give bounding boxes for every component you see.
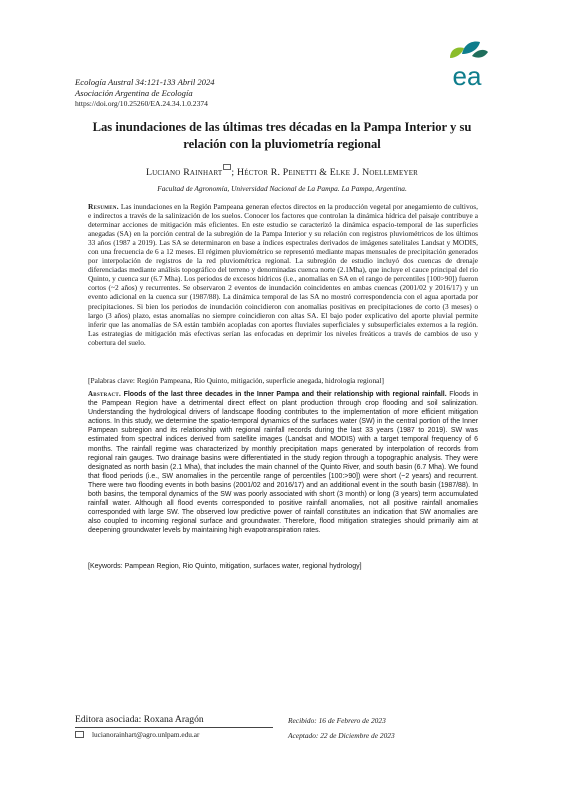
abstract-en-label: Abstract. [88, 390, 122, 398]
keywords-english: [Keywords: Pampean Region, Rio Quinto, mitigation, surfaces water, regional hydrology] [88, 563, 362, 570]
doi-link[interactable]: https://doi.org/10.25260/EA.24.34.1.0.2374 [75, 99, 208, 108]
article-footer [75, 714, 489, 754]
author-rainhart: Luciano Rainhart [145, 167, 223, 178]
envelope-icon [223, 164, 231, 170]
corresponding-email[interactable] [75, 730, 199, 739]
author-list [75, 164, 489, 178]
affiliation: Facultad de Agronomía, Universidad Nacional de La Pampa. La Pampa, Argentina. [157, 184, 407, 193]
journal-header [75, 77, 375, 109]
email-address[interactable]: lucianorainhart@agro.unlpam.edu.ar [92, 730, 200, 739]
abstract-spanish [88, 202, 478, 347]
logo-leaf-left [450, 47, 464, 58]
author-peinetti: Héctor R. Peinetti [236, 167, 317, 178]
abstract-en-title: Floods of the last three decades in the Inner Pampa and their relationship with regional rainfall. [123, 391, 447, 398]
abstract-english [88, 390, 478, 536]
footer-divider [75, 727, 273, 728]
accepted-date: Aceptado: 22 de Diciembre de 2023 [288, 731, 395, 740]
author-ampersand: & [316, 167, 330, 178]
abstract-en-text: Floods in the Pampean Region have a detrimental direct effect on plant production through crop flooding and soil salinization. Understanding the hydrological drivers of landscape flooding contributes to the implementation of more efficient mitigation actions. In this study, we determine the spatio-temporal dynamics of the surfaces water (SW) in the central portion of the Inner Pampean subregion and its relationship with regional rainfall records during the last 33 years (1987 to 2019). SW was estimated from spectral indices derived from satellite images (Landsat and MODIS) with a target temporal frequency of 6 months. The rainfall regime was characterized by monthly precipitation maps generated by interpolation of records from regional rain gauges. Two drainage basins were differentiated in the study region through a topographic analysis. They were designated as north basin (2.1 Mha), that includes the main channel of the Quinto River, and south basin (6.7 Mha). We found that flood periods (i.e., SW anomalies in the percentile range of percentiles [100:>90]) were short (~2 years) and recurrent. There were two flooding events in both basins (2001/02 and 2016/17) and an additional event in the south basin (1987/88). In both basins, the temporal dynamics of the SW was poorly associated with short (3 month) or long (3 years) term accumulated rainfall water. Although all flood events corresponded to positive rainfall anomalies, not all positive rainfall anomalies corresponded with large SW. The observed low predictive power of rainfall constitutes an indication that SW anomalies are also coupled to incoming regional surface and groundwater. Therefore, flood mitigation strategies should primarily aim at deepening groundwater levels by maintaining high evapotranspiration rates. [88, 391, 478, 535]
journal-association: Asociación Argentina de Ecología [75, 88, 193, 98]
envelope-icon [75, 731, 84, 738]
abstract-es-text: Las inundaciones en la Región Pampeana generan efectos directos en la producción vegetal por anegamiento de cultivos, e indirectos a través de la salinización de los suelos. Conocer los factores que controlan la dinámica hídrica del paisaje contribuye a determinar acciones de mitigación más eficientes. En este estudio se caracterizó la dinámica espacio-temporal de las superficies anegadas (SA) en la porción central de la subregión de la Pampa Interior y su relación con registros pluviométricos de los últimos 33 años (1987 a 2019). Las SA se determinaron en base a índices espectrales derivados de imágenes satelitales Landsat y MODIS, con una frecuencia de 6 a 12 meses. El régimen pluviométrico se representó mediante mapas mensuales de precipitación generados por interpolación de registros de la red pluviométrica regional. La subregión de estudio incluyó dos cuencas de drenaje diferenciadas mediante análisis topográfico del terreno y denominadas cuenca norte (2.1Mha), que incluye el cauce principal del río Quinto, y cuenca sur (6.7 Mha). Los periodos de excesos hídricos (i.e., anomalías en SA en el rango de percentiles [100>90]) fueron cortos (~2 años) y recurrentes. Se observaron 2 eventos de inundación coincidentes en ambas cuencas (2001/02 y 2016/17) y un evento adicional en la cuenca sur (1987/88). La dinámica temporal de las SA no mostró correspondencia con el agua aportada por precipitaciones. Si bien los periodos de inundación coincidieron con anomalías positivas en precipitaciones de corto (3 meses) o largo (3 años) plazo, estas anomalías no siempre coincidieron con altas SA. El bajo poder explicativo del aporte pluvial permite inferir que las anomalías de SA están también acopladas con aportes fluviales superficiales y subsuperficiales externos a la región. Las estrategias de mitigación más efectivas serían las enfocadas en deprimir los niveles freáticos a través de cambios de uso y cobertura del suelo. [88, 202, 478, 347]
received-date: Recibido: 16 de Febrero de 2023 [288, 716, 386, 725]
author-noellemeyer: Elke J. Noellemeyer [329, 167, 419, 178]
associate-editor: Editora asociada: Roxana Aragón [75, 714, 204, 725]
logo-text: ea [452, 61, 482, 88]
journal-citation: Ecología Austral 34:121-133 Abril 2024 [75, 77, 215, 87]
ea-logo-icon [444, 38, 490, 88]
keywords-spanish: [Palabras clave: Región Pampeana, Río Quinto, mitigación, superficie anegada, hidrología regional] [88, 376, 384, 385]
abstract-es-label: Resumen. [88, 202, 119, 211]
author-separator: ; [231, 167, 237, 178]
logo-leaf-right [472, 50, 488, 58]
article-title: Las inundaciones de las últimas tres décadas en la Pampa Interior y su relación con la pluviometría regional [92, 120, 472, 151]
